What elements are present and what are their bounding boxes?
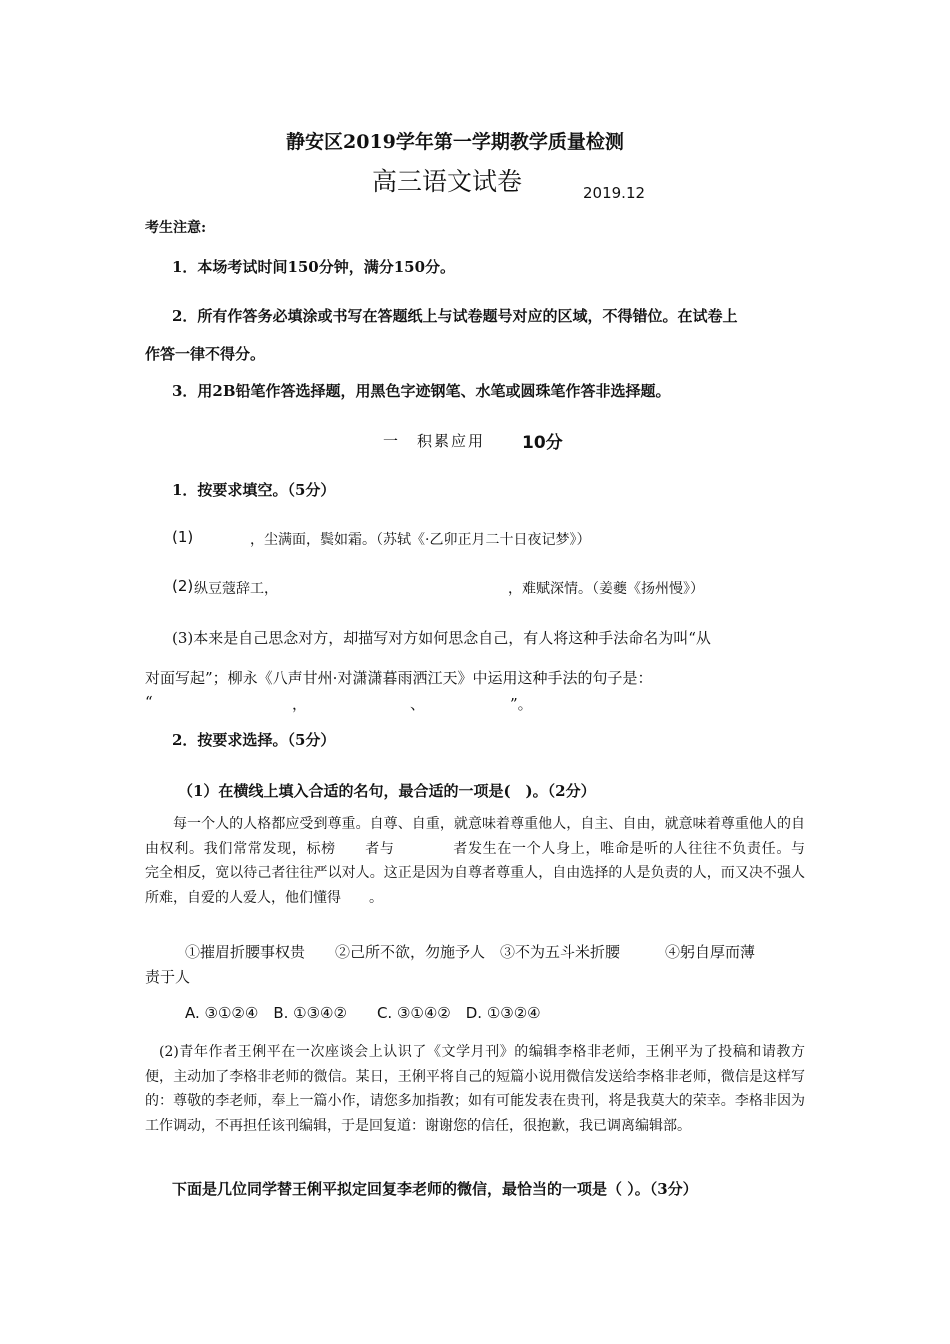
notice-item: 1．本场考试时间150分钟，满分150分。 [172, 258, 456, 276]
question-2-1-choices: ①摧眉折腰事权贵 ②己所不欲，勿施予人 ③不为五斗米折腰 ④躬自厚而薄 [185, 943, 756, 961]
question-1-item-2-number: (2) [172, 577, 194, 595]
question-2-1-choices-cont: 责于人 [145, 968, 191, 986]
question-1-item-2-text-b: ，难赋深情。（姜夔《扬州慢》） [508, 581, 704, 597]
question-2-1-passage: 每一个人的人格都应受到尊重。自尊、自重，就意味着尊重他人，自主、自由，就意味着尊重他人的自由权利。我们常常发现，标榜 者与 者发生在一个人身上，唯命是听的人往往不负责任。与 完全相反，宽以待己者往往严以对人。这正是因为自尊者尊重人，自由选择的人是负责的人，而又决不强人所难，自爱的人爱人，他们懂得 。 [145, 816, 847, 906]
question-2-title: 2．按要求选择。（5分） [172, 731, 336, 749]
question-2-2-question: 下面是几位同学替王俐平拟定回复李老师的微信，最恰当的一项是（ ）。（3分） [172, 1180, 698, 1198]
question-1-item-1-text: ，尘满面，鬓如霜。（苏轼《·乙卯正月二十日夜记梦》） [250, 532, 591, 548]
exam-subtitle: 高三语文试卷 [372, 167, 523, 196]
notice-heading: 考生注意: [145, 220, 207, 236]
answer-blank-close-quote: ”。 [510, 695, 533, 713]
question-1-title: 1．按要求填空。（5分） [172, 481, 336, 499]
section-heading: 一 积累应用 [383, 432, 486, 450]
notice-item: 作答一律不得分。 [145, 345, 266, 363]
question-1-item-2-text-a: 纵豆蔻辞工， [194, 581, 278, 597]
answer-blank-comma: ， [292, 695, 308, 713]
exam-title: 静安区2019学年第一学期教学质量检测 [286, 131, 624, 153]
section-score: 10分 [522, 433, 563, 453]
notice-item: 2．所有作答务必填涂或书写在答题纸上与试卷题号对应的区域，不得错位。在试卷上 [172, 307, 738, 325]
notice-item: 3．用2B铅笔作答选择题，用黑色字迹钢笔、水笔或圆珠笔作答非选择题。 [172, 382, 671, 400]
answer-blank-dun: 、 [410, 695, 426, 713]
question-2-1-options: A. ③①②④ B. ①③④② C. ③①④② D. ①③②④ [185, 1004, 541, 1022]
answer-blank-open-quote: “ [145, 693, 153, 711]
question-1-item-3-line-1: (3)本来是自己思念对方，却描写对方如何思念自己，有人将这种手法命名为叫“从 [172, 629, 711, 647]
question-2-2-passage: (2)青年作者王俐平在一次座谈会上认识了《文学月刊》的编辑李格非老师，王俐平为了投稿和请教方便，主动加了李格非老师的微信。某日，王俐平将自己的短篇小说用微信发送给李格非老师，微信是这样写的：尊敬的李老师，奉上一篇小作，请您多加指教；如有可能发表在贵刊，将是我莫大的荣幸。李格非因为工作调动，不再担任该刊编辑，于是回复道：谢谢您的信任，很抱歉，我已调离编辑部。 [145, 1044, 805, 1134]
question-1-item-1-number: (1) [172, 528, 194, 546]
question-1-item-3-line-2: 对面写起”；柳永《八声甘州·对潇潇暮雨洒江天》中运用这种手法的句子是： [145, 669, 653, 687]
question-2-1-title: （1）在横线上填入合适的名句，最合适的一项是( )。（2分） [178, 782, 596, 800]
exam-date: 2019.12 [583, 184, 646, 202]
